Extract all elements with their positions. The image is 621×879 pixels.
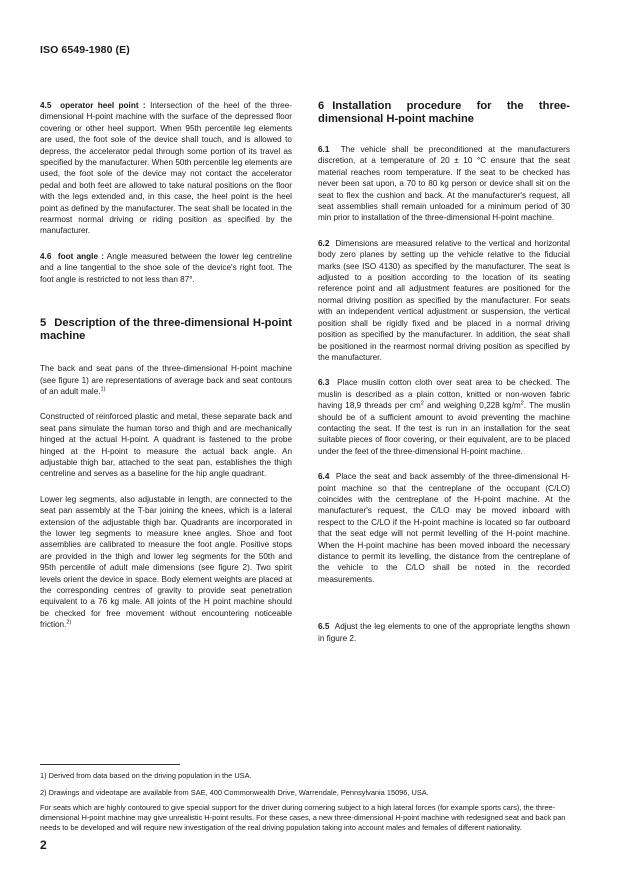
clause-number: 6.3 <box>318 378 330 388</box>
document-id-header: ISO 6549-1980 (E) <box>40 44 130 56</box>
clause-term: foot angle : <box>57 251 104 261</box>
clause-term: operator heel point : <box>60 101 146 110</box>
clause-number: 4.5 <box>40 101 52 110</box>
clause-body: Angle measured between the lower leg centreline and a line tangential to the shoe sole of the device's right foot. The foot angle is restricted to not less than 87°. <box>40 251 292 284</box>
section-5-para-2: Constructed of reinforced plastic and metal, these separate back and seat pans simulate the human torso and thigh and are mechanically hinged at the actual H-point. A quadrant is fastened to the probe hinged at the H-point to measure the actual back angle. An adjustable thigh bar, attached to the seat pan, establishes the thigh centreline and serves as a baseline for the hip angle quadrant. <box>40 412 292 479</box>
clause-number: 4.6 <box>40 251 52 261</box>
clause-4-5 <box>40 100 292 237</box>
footnote-divider <box>40 764 180 765</box>
superscript: 2 <box>420 400 424 407</box>
clause-4-6 <box>40 251 292 285</box>
superscript: 2 <box>520 400 524 407</box>
section-number: 5 <box>40 317 47 330</box>
right-column <box>318 100 570 658</box>
clause-body: Adjust the leg elements to one of the appropriate lengths shown in figure 2. <box>318 622 570 643</box>
section-5-para-3 <box>40 494 292 631</box>
section-title: Description of the three-dimensional H-point machine <box>40 317 292 343</box>
clause-body: Place the seat and back assembly of the three-dimensional H-point machine so that the centreplane of the occupant (C/LO) coincides with the centreplane of the H-point machine. At the manufacturer's request, the C/LO may be moved inboard with respect to the C/LO if the H-point machine is located so far outboard that the seat edge will not permit levelling of the H-point machine. When the H-point machine has been moved inboard the necessary distance to permit its levelling, the distance from the centreplane of the vehicle to the C/LO shall be noted in the recorded measurements. <box>318 472 570 584</box>
clause-6-3 <box>318 377 570 457</box>
clause-number: 6.4 <box>318 472 330 482</box>
clause-body: Place muslin cotton cloth over seat area to be checked. The muslin is described as a plain cotton, knitted or non-woven fabric having 18,9 threads per cm <box>318 378 570 411</box>
footnote-ref: 1) <box>100 386 106 393</box>
section-title: Installation procedure for the three-dimensional H-point machine <box>318 100 570 125</box>
page-number: 2 <box>40 838 47 852</box>
clause-body: The vehicle shall be preconditioned at the manufacturers discretion, at a temperature of 20 ± 10 °C ensure that the seat material reaches room temperature. If the seat to be checked has never been sat upon, a 70 to 80 kg person or device shall sit on the seat to flex the cushion and back. At the manufacturer's request, all seat assemblies shall remain unloaded for a minimum period of 30 min prior to installation of the three-dimensional H-point machine. <box>318 145 570 223</box>
clause-body: Dimensions are measured relative to the vertical and horizontal body zero planes by setting up the vehicle relative to the fiducial marks (see ISO 4130) as specified by the manufacturer. The seat is adjusted to a position according to the location of its seating reference point and all adjustment features are positioned for the normal driving position as specified by the manufacturer. For seats with an independent vertical adjustment or suspension, the vertical position shall be rigidly fixed and be placed in a normal driving position as specified by the manufacturer. In addition, the seat shall be positioned in the rearmost normal driving position as specified by the manufacturer. <box>318 238 570 362</box>
section-5-para-1 <box>40 363 292 397</box>
section-5-heading <box>40 317 292 343</box>
footnote-3: For seats which are highly contoured to give special support for the driver during cornering subject to a high lateral forces (for example sports cars), the three-dimensional H-point machine may give unrealistic H-point results. For these cases, a new three-dimensional H-point machine with redesigned seat and back pan needs to be developed and will require new investigation of the real driving population taking into account males and females of different nationality. <box>40 803 566 832</box>
clause-6-1 <box>318 144 570 224</box>
clause-number: 6.1 <box>318 145 330 154</box>
section-number: 6 <box>318 100 325 112</box>
clause-6-5 <box>318 621 570 644</box>
paragraph-text: Lower leg segments, also adjustable in length, are connected to the seat pan assembly at the T-bar joining the knees, which is a lateral extension of the adjustable thigh bar. Quadrants are incorporated in the lower leg segments to measure knee angles. Shoe and foot assemblies are calibrated to measure the foot angle. Positive stops are provided in the thigh and lower leg segments for the 50th and 95th percentile of adult male dimensions (see figure 2). Two spirit levels orient the device in space. Body element weights are placed at the corresponding centres of gravity to provide seat penetration equivalent to a 76 kg male. All joints of the H point machine should be checked for free movement without encountering noticeable friction. <box>40 494 292 630</box>
clause-6-2 <box>318 238 570 363</box>
section-6-heading <box>318 100 570 126</box>
clause-body: . The muslin should be of a sufficient amount to avoid preventing the machine contacting the seat. If the test is run in an installation for the seat suitable pieces of floor covering, or their equivalent, are to be placed under the feet of the three-dimensional H-point machine. <box>318 401 571 456</box>
clause-6-4 <box>318 471 570 585</box>
clause-number: 6.5 <box>318 622 330 632</box>
footnote-ref: 2) <box>66 619 72 626</box>
footnote-1: 1) Derived from data based on the driving population in the USA. <box>40 771 252 780</box>
left-column <box>40 100 292 645</box>
clause-number: 6.2 <box>318 238 330 248</box>
footnote-2: 2) Drawings and videotape are available from SAE, 400 Commonwealth Drive, Warrendale, Pennsylvania 15096, USA. <box>40 788 429 797</box>
clause-body: and weighing 0,228 kg/m <box>423 401 521 411</box>
paragraph-text: The back and seat pans of the three-dimensional H-point machine (see figure 1) are representations of average back and seat contours of an adult male. <box>40 364 292 396</box>
clause-body: Intersection of the heel of the three-dimensional H-point machine with the surface of the depressed floor covering or other heel support. When 95th percentile leg elements are used, the foot sole of the device shall touch, and is allowed to depress, the accelerator pedal through some portion of its travel as specified by the manufacturer. When 50th percentile leg elements are used, the foot sole of the device may not contact the accelerator pedal and both feet are allowed to take natural positions on the floor with the legs extended and, in this case, the heel point is the heel point as defined by the manufacturer. The seat shall be located in the rearmost normal driving or riding position as specified by the manufacturer. <box>40 101 292 236</box>
